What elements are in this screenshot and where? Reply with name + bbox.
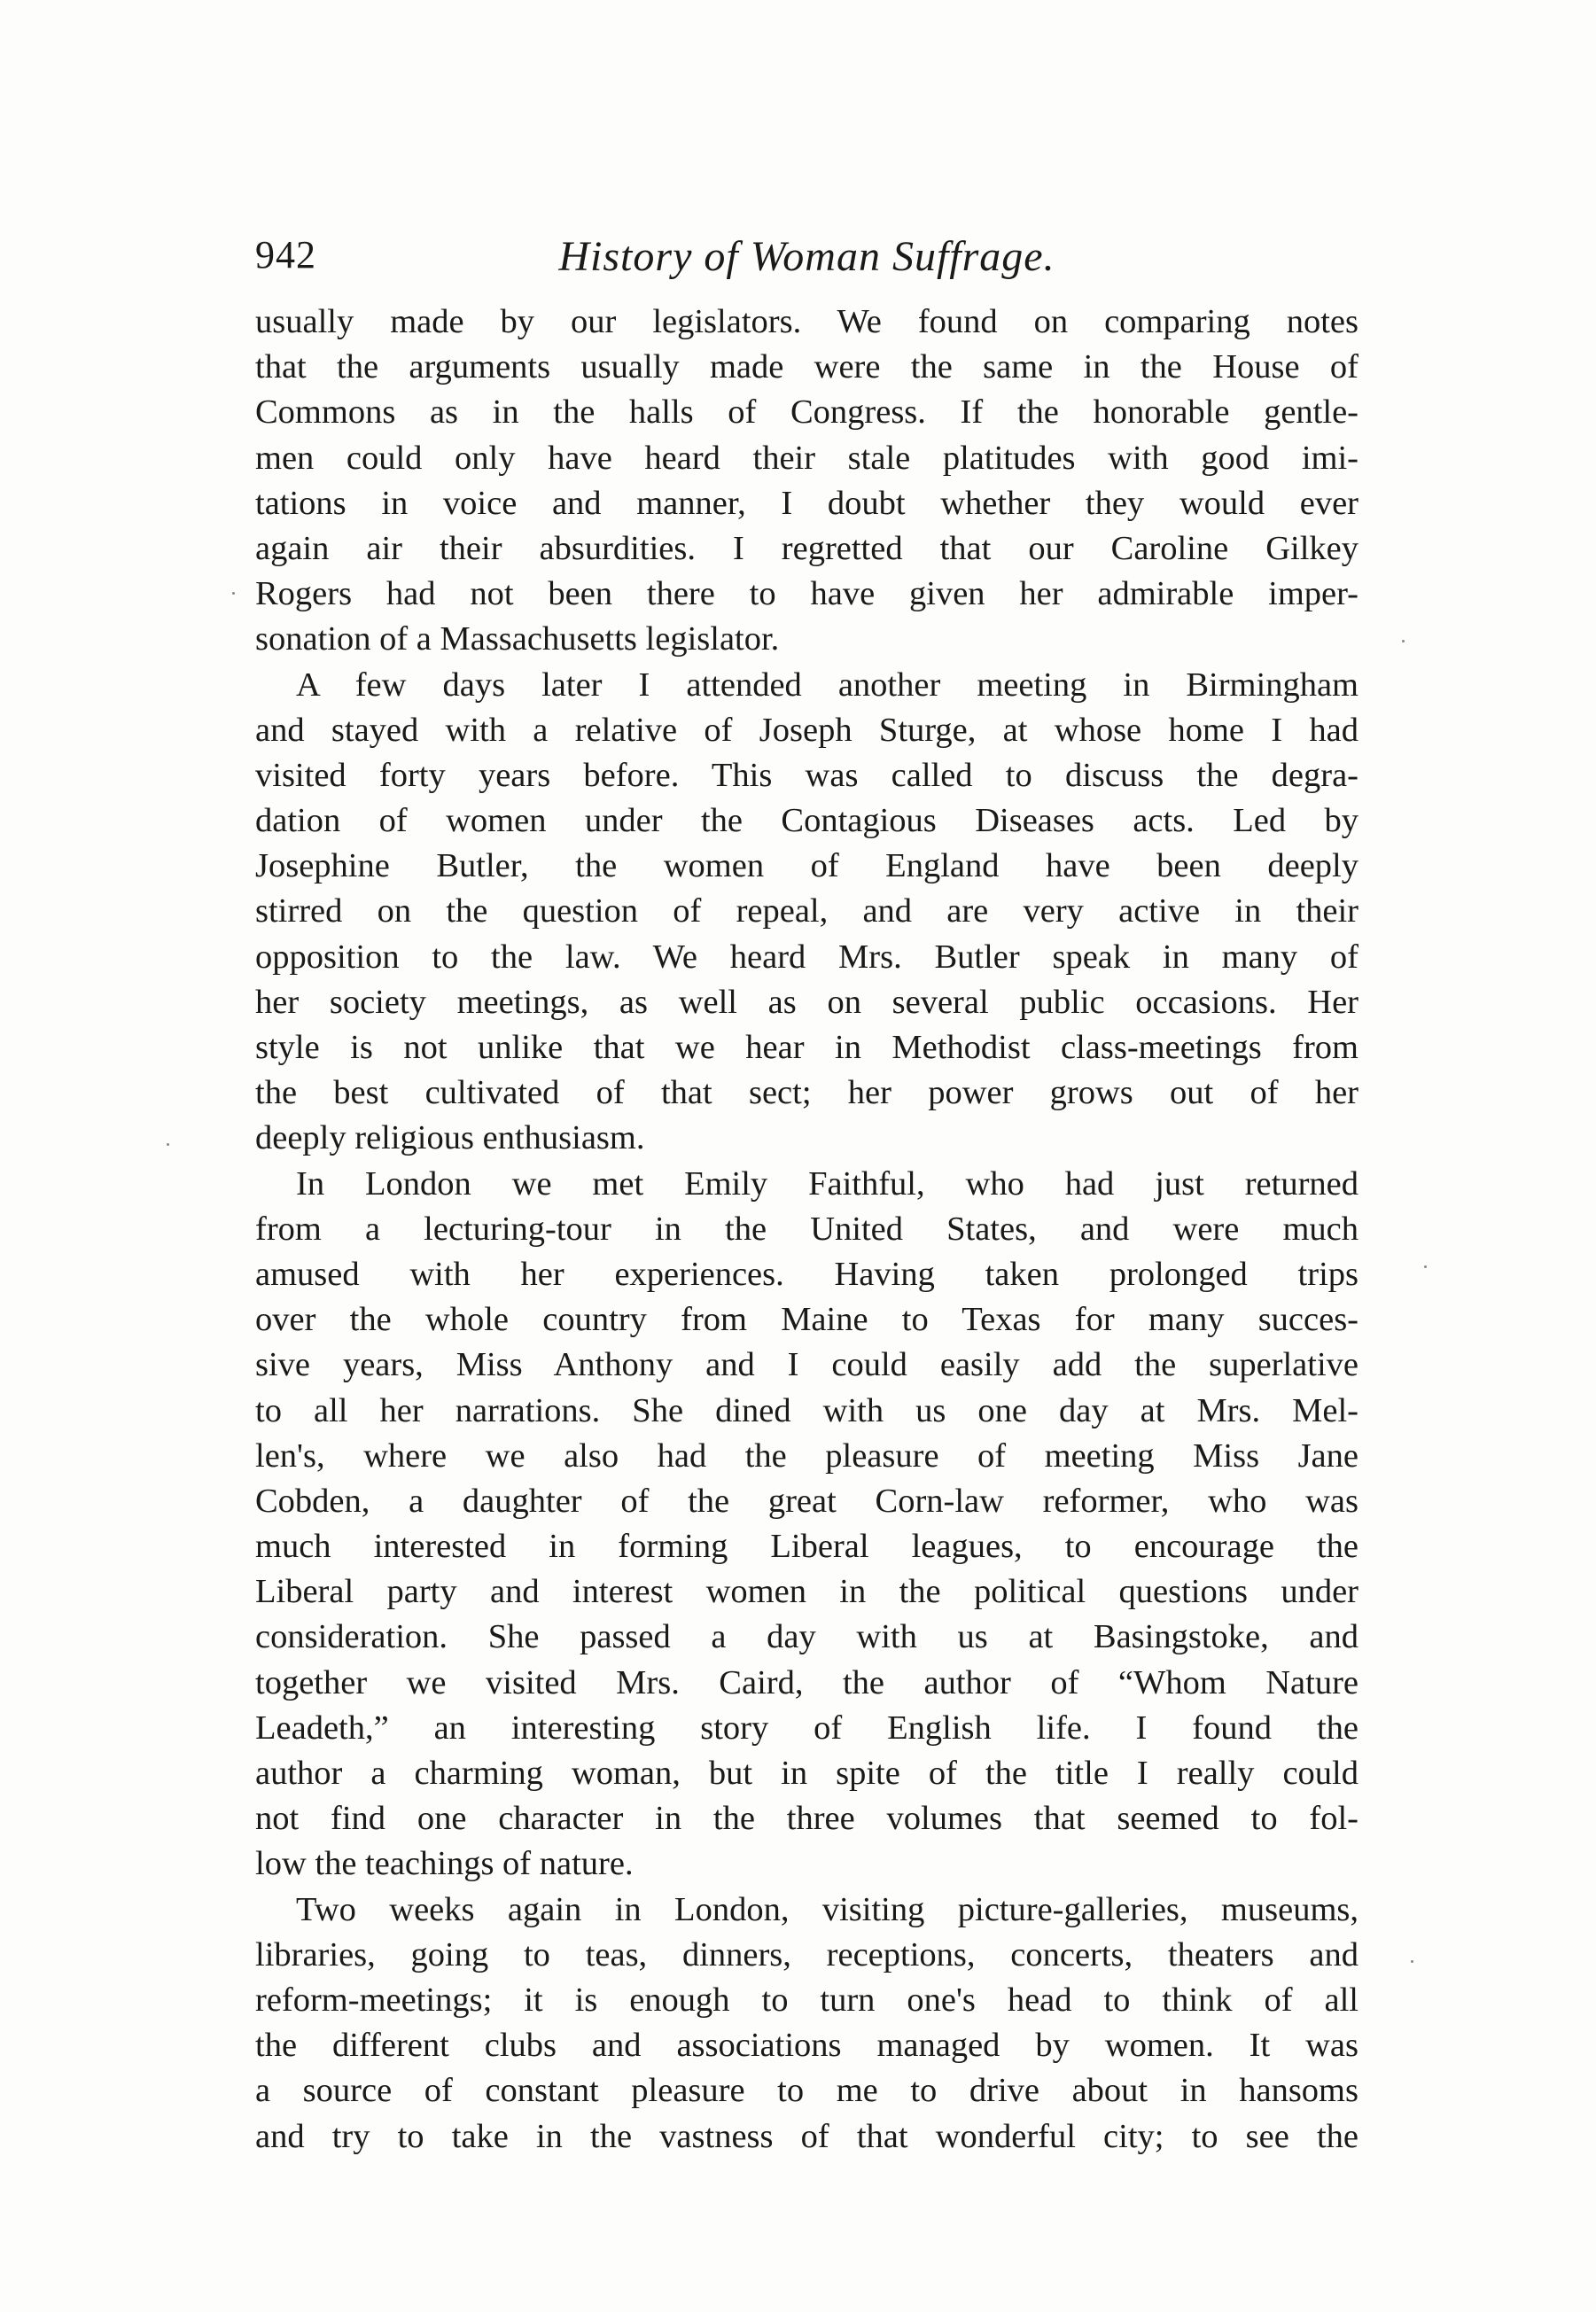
text-line: a source of constant pleasure to me to drive about in hansoms <box>255 2072 1359 2110</box>
paragraph <box>255 300 1359 663</box>
text-line: sive years, Miss Anthony and I could easily add the superlative <box>255 1346 1359 1384</box>
text-line: libraries, going to teas, dinners, receptions, concerts, theaters and <box>255 1935 1359 1973</box>
text-line: Josephine Butler, the women of England have been deeply <box>255 847 1359 885</box>
text-line: from a lecturing-tour in the United States, and were much <box>255 1210 1359 1248</box>
scan-speck <box>232 592 235 595</box>
text-line: the best cultivated of that sect; her power grows out of her <box>255 1074 1359 1112</box>
text-line: dation of women under the Contagious Diseases acts. Led by <box>255 802 1359 840</box>
text-line: Rogers had not been there to have given her admirable imper- <box>255 575 1359 613</box>
text-line: Leadeth,” an interesting story of English life. I found the <box>255 1709 1359 1747</box>
page-number: 942 <box>255 233 316 276</box>
text-line: together we visited Mrs. Caird, the author of “Whom Nature <box>255 1663 1359 1701</box>
text-line: Two weeks again in London, visiting picture-galleries, museums, <box>296 1890 1359 1928</box>
text-line: consideration. She passed a day with us at Basingstoke, and <box>255 1618 1359 1656</box>
text-line: A few days later I attended another meeting in Birmingham <box>296 666 1359 704</box>
text-line: not find one character in the three volumes that seemed to fol- <box>255 1800 1359 1838</box>
text-line: and try to take in the vastness of that wonderful city; to see the <box>255 2117 1359 2155</box>
text-line: reform-meetings; it is enough to turn one's head to think of all <box>255 1981 1359 2019</box>
text-line: again air their absurdities. I regretted that our Caroline Gilkey <box>255 529 1359 567</box>
text-line: style is not unlike that we hear in Methodist class-meetings from <box>255 1029 1359 1066</box>
text-line: deeply religious enthusiasm. <box>255 1119 645 1157</box>
text-line: In London we met Emily Faithful, who had just returned <box>296 1164 1359 1203</box>
scan-speck <box>1411 1960 1413 1963</box>
scan-speck <box>1424 1265 1427 1268</box>
paragraph <box>255 1888 1359 2160</box>
text-line: to all her narrations. She dined with us one day at Mrs. Mel- <box>255 1391 1359 1429</box>
text-line: opposition to the law. We heard Mrs. Butler speak in many of <box>255 938 1359 976</box>
text-line: that the arguments usually made were the same in the House of <box>255 348 1359 386</box>
text-line: len's, where we also had the pleasure of meeting Miss Jane <box>255 1436 1359 1475</box>
page-header <box>255 232 1359 285</box>
text-line: men could only have heard their stale platitudes with good imi- <box>255 439 1359 477</box>
text-line: the different clubs and associations managed by women. It was <box>255 2027 1359 2065</box>
text-line: low the teachings of nature. <box>255 1845 634 1883</box>
body-text <box>255 300 1359 2160</box>
text-line: stirred on the question of repeal, and are very active in their <box>255 892 1359 930</box>
text-line: visited forty years before. This was called to discuss the degra- <box>255 756 1359 794</box>
text-line: her society meetings, as well as on several public occasions. Her <box>255 983 1359 1021</box>
text-line: over the whole country from Maine to Texas for many succes- <box>255 1301 1359 1339</box>
running-title: History of Woman Suffrage. <box>558 233 1055 280</box>
text-line: much interested in forming Liberal leagues, to encourage the <box>255 1528 1359 1566</box>
scan-speck <box>1402 640 1405 642</box>
text-line: and stayed with a relative of Joseph Sturge, at whose home I had <box>255 711 1359 749</box>
text-line: Liberal party and interest women in the political questions under <box>255 1573 1359 1611</box>
text-line: amused with her experiences. Having taken prolonged trips <box>255 1255 1359 1293</box>
text-line: Commons as in the halls of Congress. If the honorable gentle- <box>255 393 1359 432</box>
text-line: Cobden, a daughter of the great Corn-law reformer, who was <box>255 1482 1359 1520</box>
text-line: tations in voice and manner, I doubt whether they would ever <box>255 484 1359 522</box>
text-line: author a charming woman, but in spite of the title I really could <box>255 1755 1359 1792</box>
text-line: usually made by our legislators. We found on comparing notes <box>255 303 1359 340</box>
paragraph <box>255 663 1359 1162</box>
scan-speck <box>167 1143 169 1146</box>
text-line: sonation of a Massachusetts legislator. <box>255 620 780 658</box>
paragraph <box>255 1162 1359 1888</box>
